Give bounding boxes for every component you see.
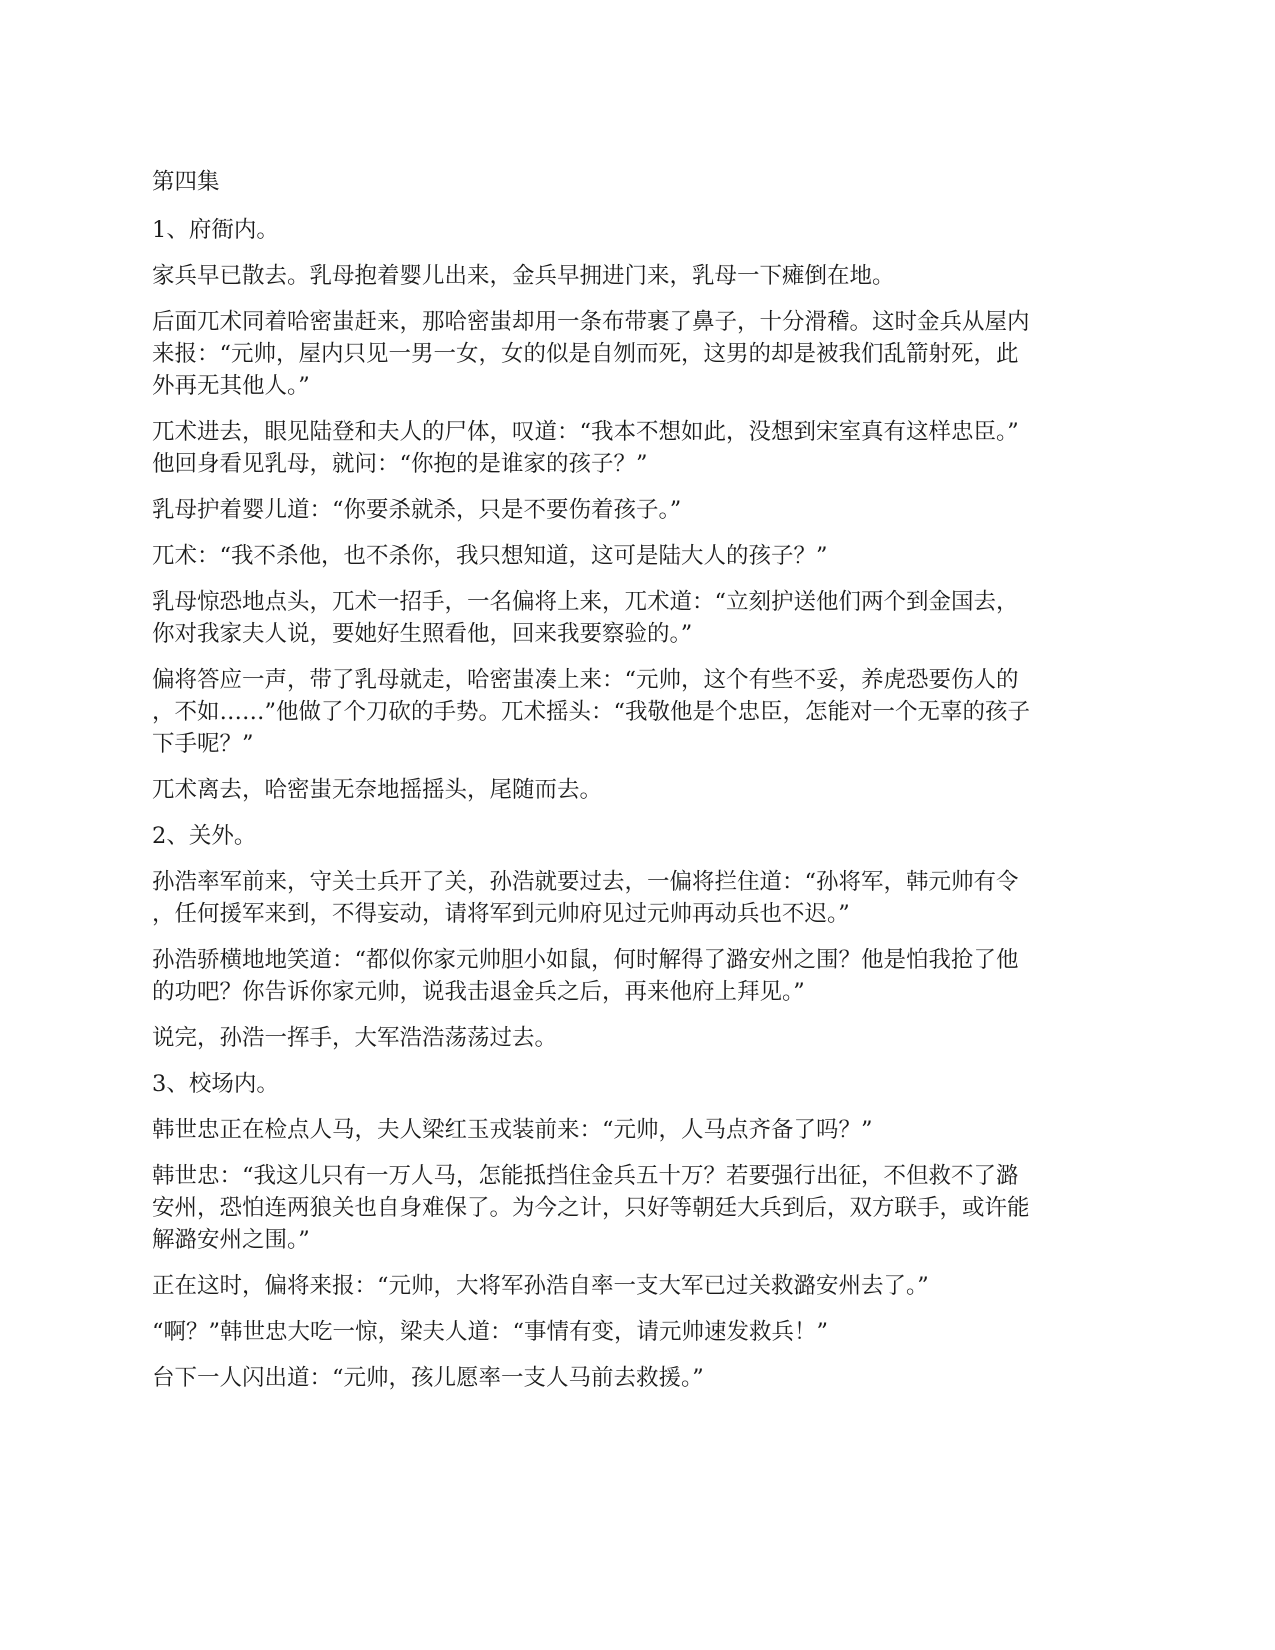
paragraph: 乳母惊恐地点头，兀术一招手，一名偏将上来，兀术道：“立刻护送他们两个到金国去， 你对我家夫人说，要她好生照看他，回来我要察验的。” <box>152 589 1019 647</box>
paragraph: 偏将答应一声，带了乳母就走，哈密蚩凑上来：“元帅，这个有些不妥，养虎恐要伤人的 ，不如……”他做了个刀砍的手势。兀术摇头：“我敬他是个忠臣，怎能对一个无辜的孩子 下手呢？” <box>152 667 1031 757</box>
scene-heading-2: 2、关外。 <box>152 823 257 849</box>
document-body <box>152 166 1130 1408</box>
paragraph: 说完，孙浩一挥手，大军浩浩荡荡过去。 <box>152 1025 558 1051</box>
scene-heading-3: 3、校场内。 <box>152 1071 279 1097</box>
paragraph: “啊？”韩世忠大吃一惊，梁夫人道：“事情有变，请元帅速发救兵！” <box>152 1319 829 1345</box>
paragraph: 兀术：“我不杀他，也不杀你，我只想知道，这可是陆大人的孩子？” <box>152 543 828 569</box>
scene-heading-1: 1、府衙内。 <box>152 217 279 243</box>
paragraph: 韩世忠正在检点人马，夫人梁红玉戎装前来：“元帅，人马点齐备了吗？” <box>152 1117 873 1143</box>
paragraph: 韩世忠：“我这儿只有一万人马，怎能抵挡住金兵五十万？若要强行出征，不但救不了潞 安州，恐怕连两狼关也自身难保了。为今之计，只好等朝廷大兵到后，双方联手，或许能 解潞安州之围。” <box>152 1163 1030 1253</box>
paragraph: 孙浩骄横地地笑道：“都似你家元帅胆小如鼠，何时解得了潞安州之围？他是怕我抢了他 的功吧？你告诉你家元帅，说我击退金兵之后，再来他府上拜见。” <box>152 947 1019 1005</box>
paragraph: 后面兀术同着哈密蚩赶来，那哈密蚩却用一条布带裹了鼻子，十分滑稽。这时金兵从屋内 来报：“元帅，屋内只见一男一女，女的似是自刎而死，这男的却是被我们乱箭射死，此 外再无其他人。” <box>152 309 1030 399</box>
paragraph: 兀术离去，哈密蚩无奈地摇摇头，尾随而去。 <box>152 777 603 803</box>
episode-title: 第四集 <box>152 169 220 195</box>
paragraph: 孙浩率军前来，守关士兵开了关，孙浩就要过去，一偏将拦住道：“孙将军，韩元帅有令 ，任何援军来到，不得妄动，请将军到元帅府见过元帅再动兵也不迟。” <box>152 869 1019 927</box>
paragraph: 乳母护着婴儿道：“你要杀就杀，只是不要伤着孩子。” <box>152 497 682 523</box>
paragraph: 台下一人闪出道：“元帅，孩儿愿率一支人马前去救援。” <box>152 1365 704 1391</box>
paragraph: 兀术进去，眼见陆登和夫人的尸体，叹道：“我本不想如此，没想到宋室真有这样忠臣。” 他回身看见乳母，就问：“你抱的是谁家的孩子？” <box>152 419 1019 477</box>
paragraph: 家兵早已散去。乳母抱着婴儿出来，金兵早拥进门来，乳母一下瘫倒在地。 <box>152 263 895 289</box>
paragraph: 正在这时，偏将来报：“元帅，大将军孙浩自率一支大军已过关救潞安州去了。” <box>152 1273 929 1299</box>
